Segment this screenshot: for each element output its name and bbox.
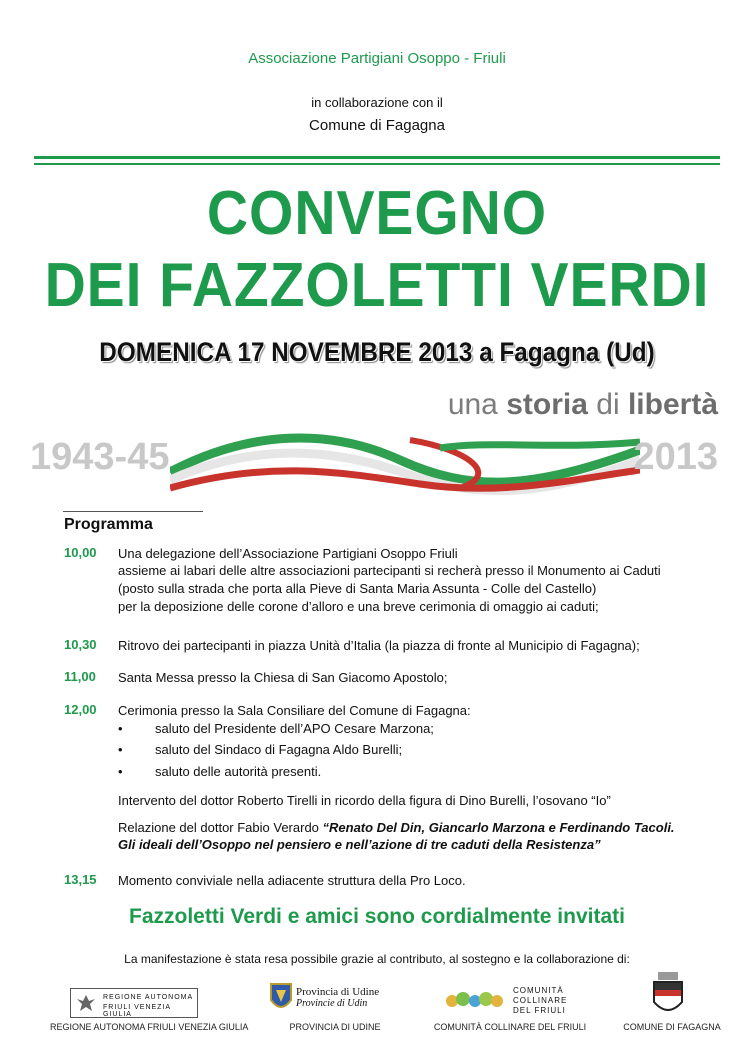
divider-thick [34,156,720,159]
title-line-2: DEI FAZZOLETTI VERDI [44,251,710,320]
title-line-1: CONVEGNO [206,179,548,248]
program-time: 10,30 [64,637,97,652]
program-bullet: saluto del Presidente dell’APO Cesare Marzona; [155,721,434,736]
program-title: Programma [64,516,153,533]
event-date: DOMENICA 17 NOVEMBRE 2013 a Fagagna (Ud) [99,337,655,367]
program-divider [63,511,203,512]
program-text: Momento conviviale nella adiacente struttura della Pro Loco. [118,873,466,888]
tagline-word-liberta: libertà [627,388,718,421]
bullet-marker: • [118,721,123,736]
comunita-logo-text-1: COMUNITÀ [513,986,564,995]
eagle-icon [75,992,97,1014]
invitation-text: Fazzoletti Verdi e amici sono cordialmente invitati [129,905,625,928]
regione-logo-text-1: REGIONE AUTONOMA [103,994,194,1001]
tricolor-ribbon-graphic [170,420,640,500]
program-intervento: Intervento del dottor Roberto Tirelli in ricordo della figura di Dino Burelli, l’osovano “Io” [118,793,611,808]
program-text: assieme ai labari delle altre associazioni partecipanti si recherà presso il Monumento ai Caduti [118,563,661,578]
organization-name: Associazione Partigiani Osoppo - Friuli [248,50,506,67]
program-time: 13,15 [64,872,97,887]
year-end: 2013 [633,436,718,478]
program-time: 11,00 [64,669,96,684]
sponsor-caption: REGIONE AUTONOMA FRIULI VENEZIA GIULIA [50,1022,249,1032]
municipality-name: Comune di Fagagna [309,117,445,134]
comunita-logo [445,983,575,1017]
relazione-title-1: “Renato Del Din, Giancarlo Marzona e Ferdinando Tacoli. [322,820,675,835]
tagline-pre: una [447,388,498,421]
program-text: Santa Messa presso la Chiesa di San Giacomo Apostolo; [118,670,448,685]
relazione-intro: Relazione del dottor Fabio Verardo [118,820,323,835]
comunita-logo-text-2: COLLINARE [513,996,568,1005]
program-text: Cerimonia presso la Sala Consiliare del Comune di Fagagna: [118,703,471,718]
collaboration-text: in collaborazione con il [311,95,443,110]
program-relazione [118,819,675,836]
program-text: Ritrovo dei partecipanti in piazza Unità d’Italia (la piazza di fronte al Municipio di Fagagna); [118,638,640,653]
tagline-word-storia: storia [506,388,588,421]
program-time: 12,00 [64,702,97,717]
relazione-title-2: Gli ideali dell’Osoppo nel pensiero e nell’azione di tre caduti della Resistenza” [118,837,601,852]
thanks-text: La manifestazione è stata resa possibile grazie al contributo, al sostegno e la collaborazione di: [124,952,630,966]
divider-thin [34,163,720,165]
tagline [448,388,718,422]
sponsor-caption: COMUNITÀ COLLINARE DEL FRIULI [433,1022,587,1032]
tagline-mid: di [596,388,620,421]
program-bullet: saluto delle autorità presenti. [155,764,322,779]
year-start: 1943-45 [30,436,170,478]
regione-logo-text-2: FRIULI VENEZIA GIULIA [103,1004,171,1018]
provincia-logo [270,978,400,1020]
program-bullet: saluto del Sindaco di Fagagna Aldo Burelli; [155,742,403,757]
program-time: 10,00 [64,545,97,560]
bullet-marker: • [118,742,123,757]
sponsor-caption: COMUNE DI FAGAGNA [623,1022,721,1032]
fagagna-crest-icon [650,970,686,1020]
sponsor-caption: PROVINCIA DI UDINE [289,1022,381,1032]
comunita-logo-text-3: DEL FRIULI [513,1006,566,1015]
bullet-marker: • [118,764,123,779]
regione-logo [70,988,198,1018]
provincia-logo-text-2: Provincie di Udin [296,998,368,1009]
provincia-shield-icon [270,980,292,1014]
program-text: (posto sulla strada che porta alla Pieve di Santa Maria Assunta - Colle del Castello) [118,581,597,596]
program-text: per la deposizione delle corone d’alloro e una breve cerimonia di omaggio ai caduti; [118,599,599,614]
hills-icon [445,989,503,1011]
provincia-logo-text-1: Provincia di Udine [296,986,380,998]
program-text: Una delegazione dell’Associazione Partigiani Osoppo Friuli [118,546,458,561]
